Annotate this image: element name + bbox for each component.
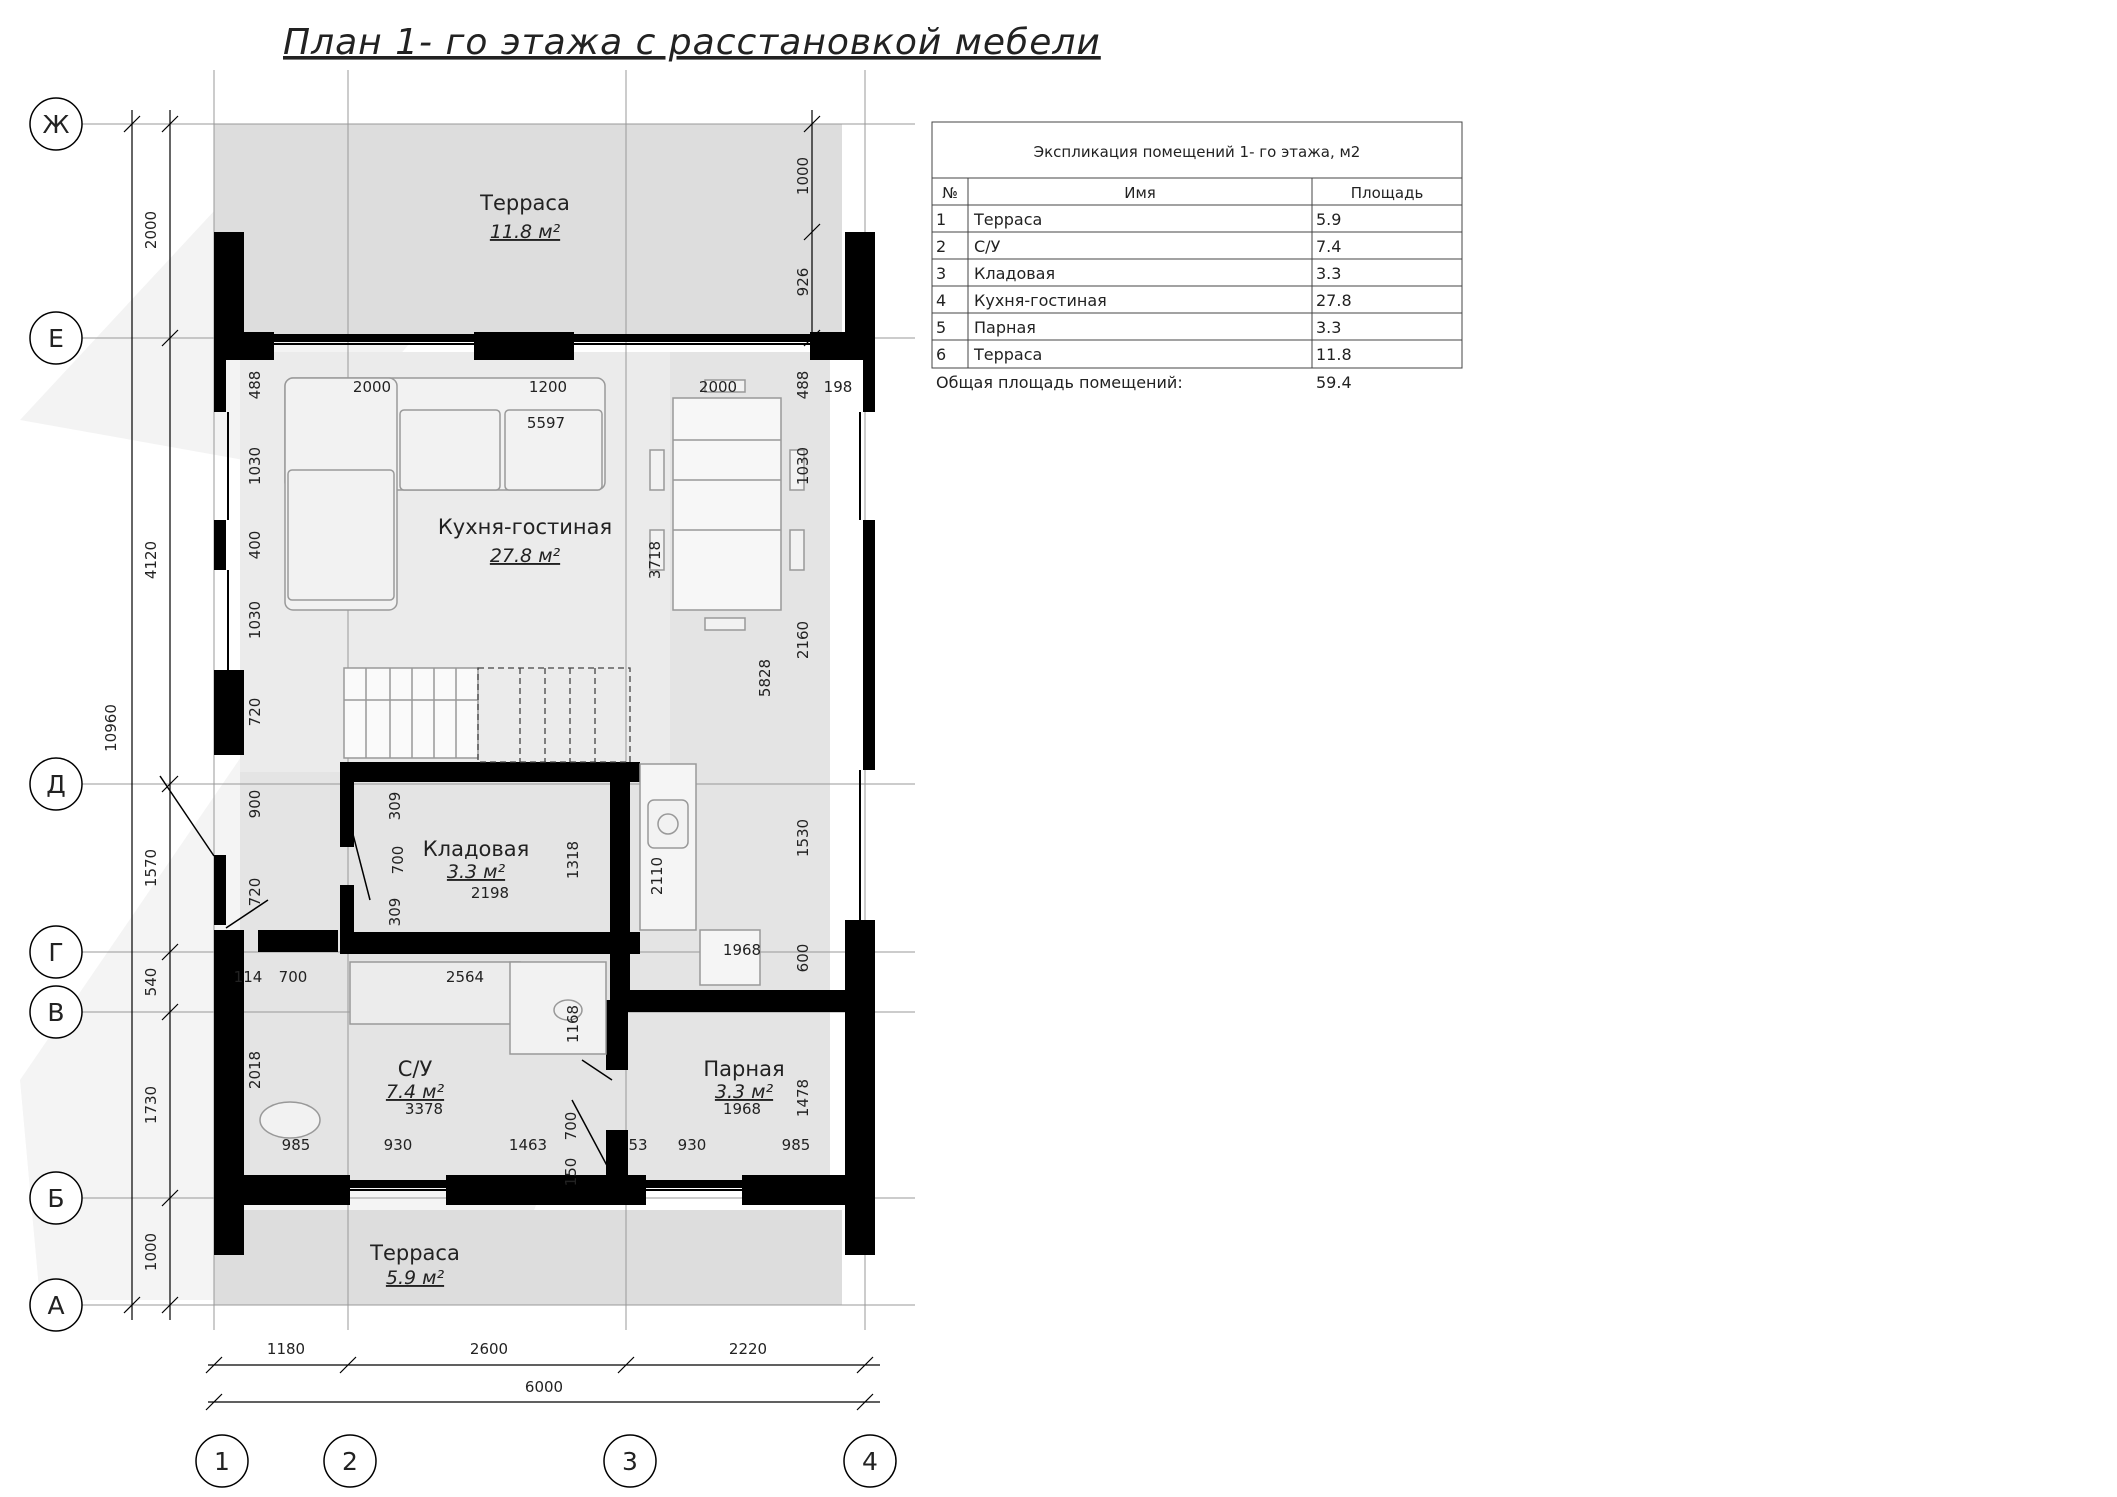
dim-b-1: 700: [278, 968, 308, 986]
dim-kt-3: 2000: [698, 378, 738, 396]
room-sauna-name: Парная: [703, 1057, 785, 1081]
dim-b-11: 53: [628, 1136, 648, 1154]
dim-left-6: 1000: [142, 1232, 160, 1272]
axis-row-b: Б: [47, 1184, 65, 1213]
dim-kt-1: 2000: [352, 378, 392, 396]
dim-rt-2: 926: [794, 267, 812, 297]
dim-ki-1: 3718: [646, 540, 664, 580]
room-terrace-bottom-area: 5.9 м²: [385, 1267, 445, 1289]
axis-row-zh: Ж: [42, 110, 70, 139]
dim-b-10: 150: [562, 1157, 580, 1187]
dim-left-5: 1730: [142, 1085, 160, 1125]
dim-lw-5: 720: [246, 697, 264, 727]
dim-b-6: 985: [281, 1136, 311, 1154]
dim-b-5: 3378: [404, 1100, 444, 1118]
table-cell-num: 3: [936, 264, 947, 283]
table-cell-name: Терраса: [974, 210, 1043, 229]
table-total-label: Общая площадь помещений:: [936, 373, 1183, 392]
table-cell-name: С/У: [974, 237, 1001, 256]
axis-col-3: 3: [622, 1447, 638, 1476]
table-header-num: №: [942, 184, 958, 202]
dim-left-total: 10960: [102, 704, 120, 752]
dim-lw-7: 720: [246, 877, 264, 907]
plan-title: План 1- го этажа с расстановкой мебели: [283, 22, 1101, 63]
room-bath-area: 7.4 м²: [385, 1081, 445, 1103]
table-cell-num: 1: [936, 210, 947, 229]
table-row: [936, 318, 1341, 337]
table-cell-name: Кладовая: [974, 264, 1056, 283]
dim-p-5: 2198: [470, 884, 510, 902]
dim-p-2: 700: [389, 845, 407, 875]
dim-rw-3: 2160: [794, 620, 812, 660]
room-kitchen-name: Кухня-гостиная: [437, 515, 613, 539]
dim-lw-8: 114: [233, 968, 263, 986]
axis-col-1: 1: [214, 1447, 230, 1476]
dim-b-13: 985: [781, 1136, 811, 1154]
table-row: [936, 291, 1352, 310]
room-pantry-area: 3.3 м²: [446, 861, 506, 883]
dim-rw-1: 488: [794, 370, 812, 400]
table-cell-area: 3.3: [1316, 318, 1342, 337]
dim-b-8: 1463: [508, 1136, 548, 1154]
dim-lw-1: 488: [246, 370, 264, 400]
dim-lw-6: 900: [246, 789, 264, 819]
table-cell-area: 27.8: [1316, 291, 1352, 310]
dim-bot-2: 2600: [469, 1340, 509, 1358]
room-terrace-top-area: 11.8 м²: [489, 221, 561, 243]
col-axis-bubbles: [196, 1435, 896, 1487]
dim-bot-1: 1180: [266, 1340, 306, 1358]
dim-rw-6: 198: [823, 378, 853, 396]
table-row: [936, 210, 1341, 229]
table-cell-num: 5: [936, 318, 947, 337]
table-cell-num: 6: [936, 345, 947, 364]
dim-lw-2: 1030: [246, 446, 264, 486]
dim-left-3: 1570: [142, 848, 160, 888]
room-kitchen-area: 27.8 м²: [489, 545, 561, 567]
dim-b-4: 2018: [246, 1050, 264, 1090]
dim-left-4: 540: [142, 967, 160, 997]
axis-row-d: Д: [46, 770, 66, 799]
dim-p-1: 309: [386, 791, 404, 821]
axis-col-4: 4: [862, 1447, 878, 1476]
table-cell-area: 5.9: [1316, 210, 1342, 229]
dim-p-6: 2110: [648, 856, 666, 896]
room-pantry-name: Кладовая: [422, 837, 530, 861]
axis-col-2: 2: [342, 1447, 358, 1476]
table-cell-area: 11.8: [1316, 345, 1352, 364]
dim-b-7: 930: [383, 1136, 413, 1154]
dim-b-9: 700: [562, 1111, 580, 1141]
dim-b-15: 1968: [722, 1100, 762, 1118]
dim-rt-1: 1000: [794, 156, 812, 196]
dim-b-2: 2564: [445, 968, 485, 986]
dim-rw-2: 1030: [794, 446, 812, 486]
dim-b-14: 1478: [794, 1078, 812, 1118]
table-cell-name: Кухня-гостиная: [974, 291, 1107, 310]
dim-lw-3: 400: [246, 530, 264, 560]
dim-bot-total: 6000: [524, 1378, 564, 1396]
table-header-area: Площадь: [1350, 184, 1424, 202]
dim-rw-4: 1530: [794, 818, 812, 858]
dim-kt-2: 1200: [528, 378, 568, 396]
dim-b-12: 930: [677, 1136, 707, 1154]
table-cell-name: Парная: [974, 318, 1036, 337]
dim-left-2: 4120: [142, 540, 160, 580]
room-sauna-area: 3.3 м²: [714, 1081, 774, 1103]
table-cell-area: 7.4: [1316, 237, 1342, 256]
dim-rw-5: 600: [794, 943, 812, 973]
table-caption: Экспликация помещений 1- го этажа, м2: [1033, 143, 1361, 161]
axis-row-a: А: [47, 1291, 65, 1320]
table-row: [936, 237, 1341, 256]
table-header-name: Имя: [1124, 184, 1156, 202]
table-cell-num: 4: [936, 291, 947, 310]
dim-b-3: 1168: [564, 1004, 582, 1044]
room-terrace-top-name: Терраса: [480, 191, 570, 215]
axis-row-v: В: [47, 998, 65, 1027]
dim-p-7: 1968: [722, 941, 762, 959]
axis-row-g: Г: [48, 938, 64, 967]
dim-bot-3: 2220: [728, 1340, 768, 1358]
dim-lw-4: 1030: [246, 600, 264, 640]
dim-p-4: 1318: [564, 840, 582, 880]
dim-kt-4: 5597: [526, 414, 566, 432]
table-row: [936, 264, 1341, 283]
room-bath-name: С/У: [397, 1057, 433, 1081]
table-cell-num: 2: [936, 237, 947, 256]
table-row: [936, 345, 1352, 364]
table-cell-name: Терраса: [974, 345, 1043, 364]
dim-ki-2: 5828: [756, 658, 774, 698]
room-terrace-bottom-name: Терраса: [370, 1241, 460, 1265]
dim-left-1: 2000: [142, 210, 160, 250]
dim-p-3: 309: [386, 897, 404, 927]
axis-row-e: Е: [48, 324, 64, 353]
table-cell-area: 3.3: [1316, 264, 1342, 283]
table-total-value: 59.4: [1316, 373, 1352, 392]
